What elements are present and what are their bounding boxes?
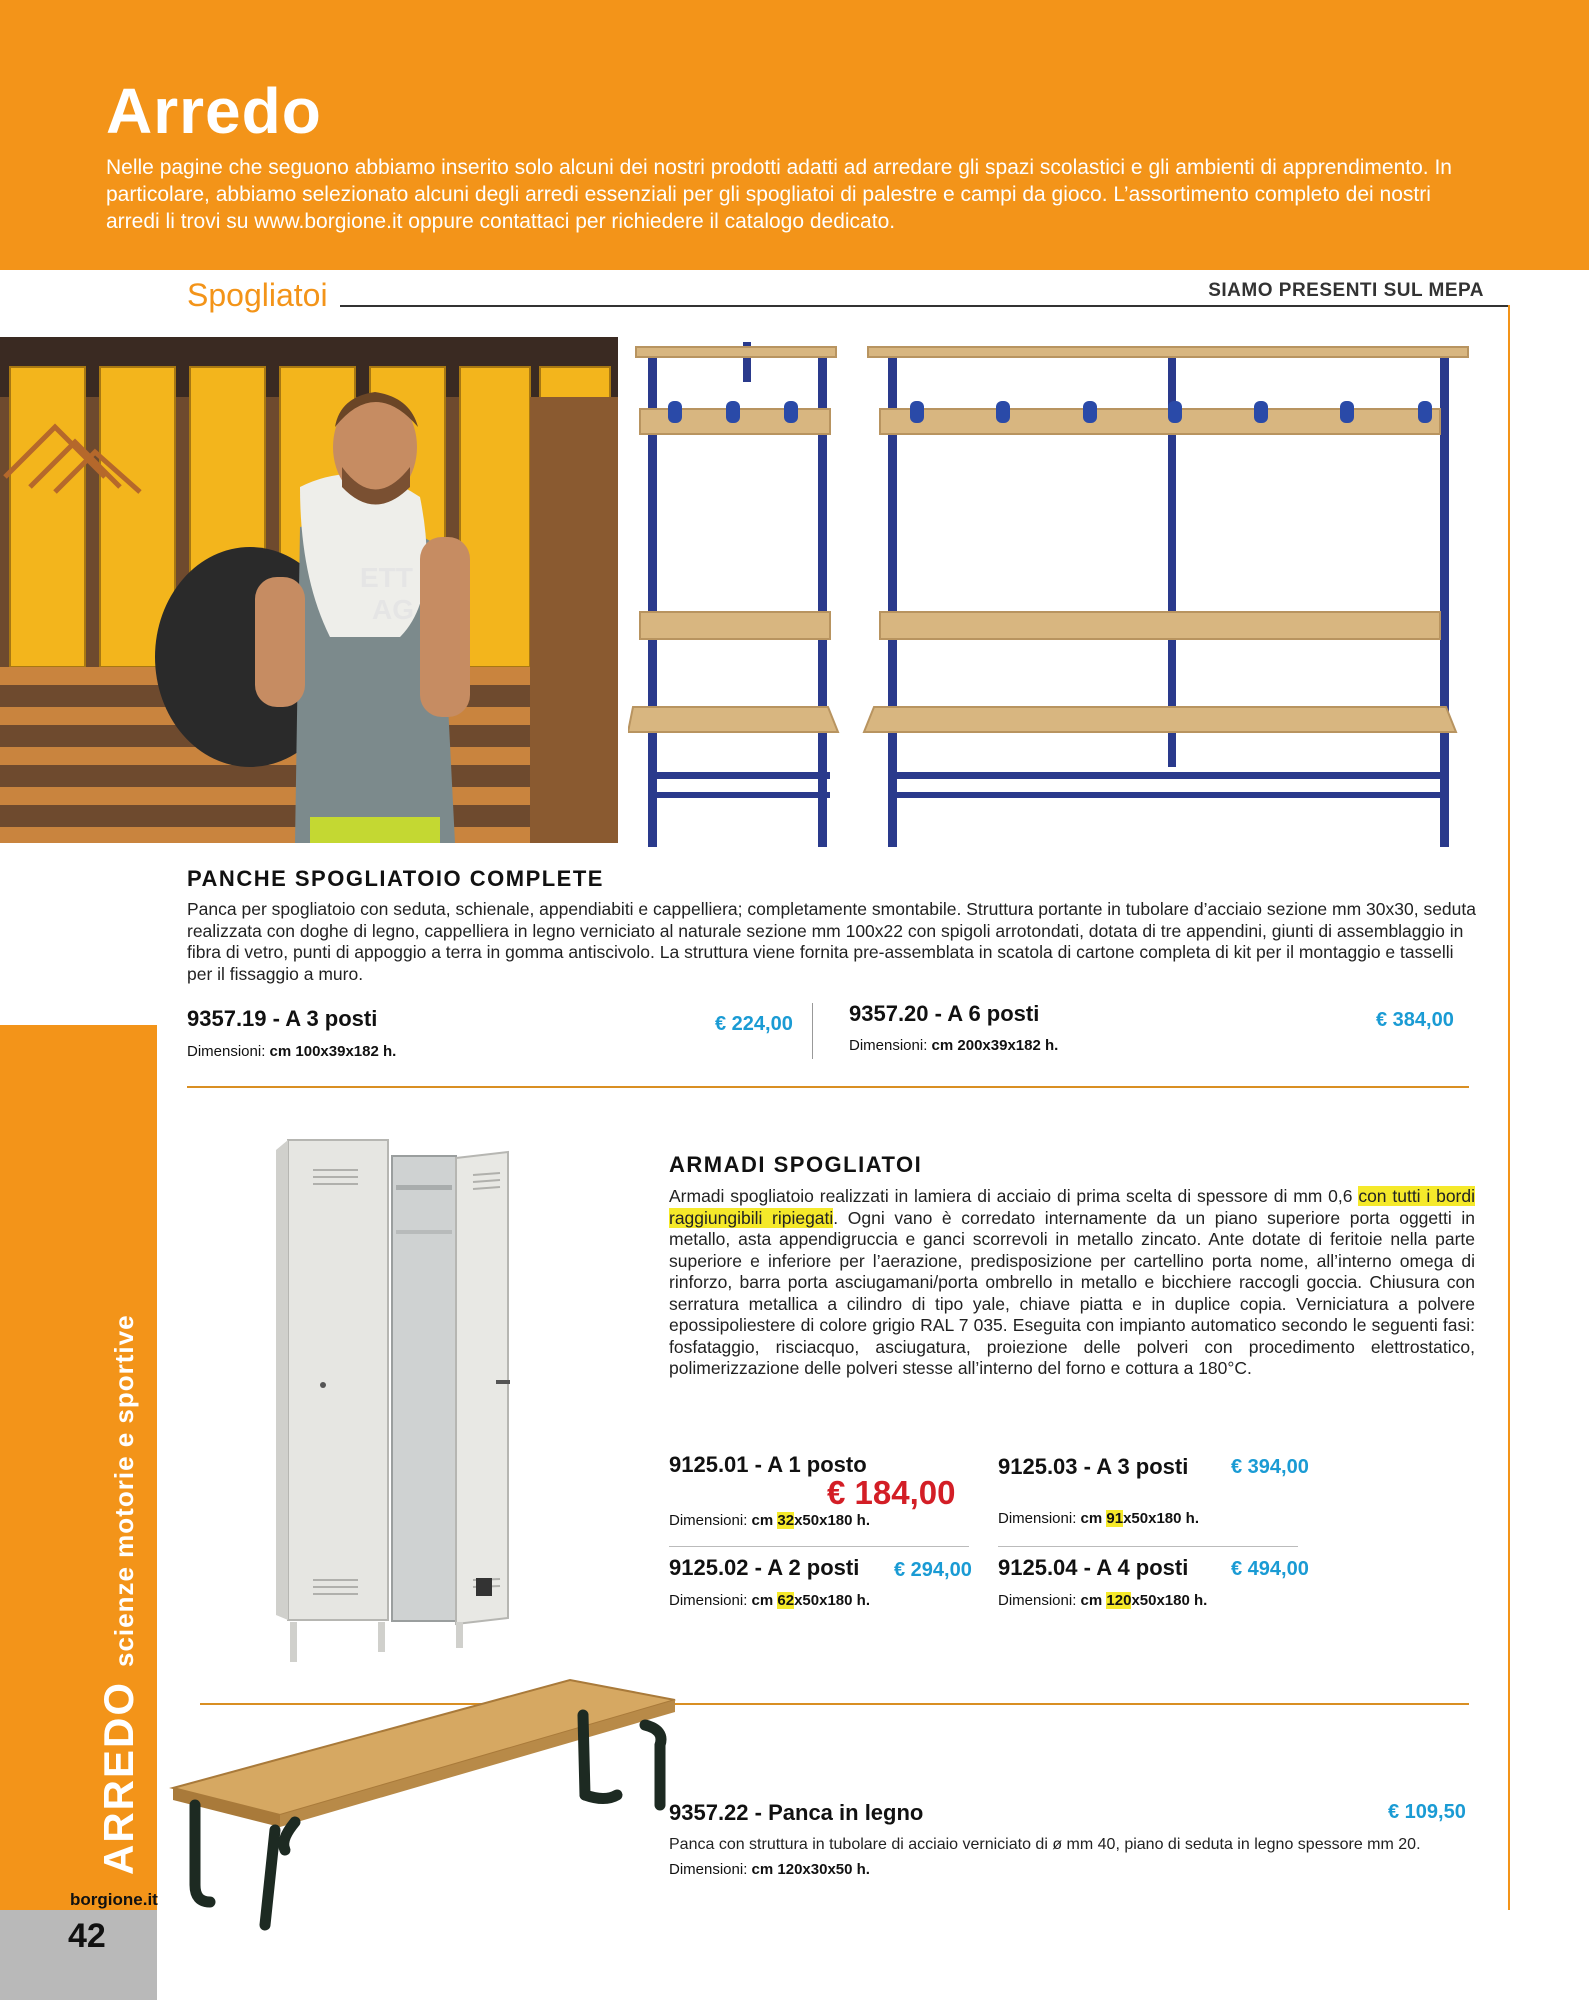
panche-item-1-code: 9357.19 - A 3 posti <box>187 1006 378 1031</box>
sidebar-category: ARREDO <box>95 1680 142 1875</box>
armadi-item-3-dimensions: Dimensioni: cm 91x50x180 h. <box>998 1510 1199 1527</box>
page-number: 42 <box>68 1917 106 1955</box>
complete-benches-image <box>628 337 1498 849</box>
panca-legno-price: € 109,50 <box>1388 1801 1466 1823</box>
panche-item-2-price: € 384,00 <box>1376 1009 1454 1031</box>
armadi-item-2-code: 9125.02 - A 2 posti <box>669 1555 860 1580</box>
armadi-description: Armadi spogliatoio realizzati in lamiera di acciaio di prima scelta di spessore di mm 0,6 con tutti i bordi raggiungibili ripiegati. Ogni vano è corredato internamente da un piano superiore porta oggetti in metallo, asta appendigruccia e ganci scorrevoli in metallo zincato. Ante dotate di feritoie nella parte superiore e inferiore per l’aerazione, predisposizione per cartellino porta nome, all’interno omega di rinforzo, barra porta asciugamani/porta ombrello in metallo e bicchiere raccogli goccia. Chiusura con serratura metallica a cilindro di tipo yale, chiave piatta e in duplice copia. Verniciatura a polvere epossipoliestere di colore grigio RAL 7 035. Eseguita con impianto automatico secondo le seguenti fasi: fosfataggio, risciacquo, asciugatura, proiezione delle polveri con procedimento elettrostatico, polimerizzazione delle polveri stesse all’interno del forno e cottura a 180°C. <box>669 1186 1476 1378</box>
panche-item-1-price: € 224,00 <box>715 1013 793 1035</box>
armadi-item-3-price: € 394,00 <box>1231 1456 1309 1478</box>
armadi-item-2-dimensions: Dimensioni: cm 62x50x180 h. <box>669 1592 870 1609</box>
panca-legno-description: Panca con struttura in tubolare di acciaio verniciato di ø mm 40, piano di seduta in legno spessore mm 20. <box>669 1836 1421 1853</box>
price-separator <box>812 1003 813 1059</box>
sidebar-category-label <box>95 1314 143 1875</box>
panca-legno-code: 9357.22 - Panca in legno <box>669 1800 924 1825</box>
shirt-text-1: ETT <box>360 562 413 593</box>
panche-item-2-code: 9357.20 - A 6 posti <box>849 1001 1040 1026</box>
shirt-text-2: AG <box>372 594 414 625</box>
panche-description: Panca per spogliatoio con seduta, schienale, appendiabiti e cappelliera; completamente smontabile. Struttura portante in tubolare d’acciaio sezione mm 30x30, seduta realizzata con doghe di legno, cappelliera in legno verniciato al naturale sezione mm 100x22 con spigoli arrotondati, dotata di tre appendini, giunti di assemblaggio in fibra di vetro, punti di appoggio a terra in gomma antiscivolo. La struttura viene fornita pre-assemblata in scatola di cartone completa di kit per il montaggio e tasselli per il fissaggio a muro. <box>187 899 1476 984</box>
sidebar-subcategory: scienze motorie e sportive <box>109 1314 139 1667</box>
locker-room-photo <box>0 337 618 843</box>
footer-site[interactable]: borgione.it <box>70 1890 158 1909</box>
locker-cabinet-image <box>268 1130 558 1680</box>
armadi-item-1-code: 9125.01 - A 1 posto <box>669 1452 867 1477</box>
page-title: Arredo <box>106 75 322 147</box>
mepa-badge: SIAMO PRESENTI SUL MEPA <box>1208 280 1484 301</box>
panca-legno-dimensions: Dimensioni: cm 120x30x50 h. <box>669 1861 870 1878</box>
armadi-item-3-code: 9125.03 - A 3 posti <box>998 1454 1189 1479</box>
item-divider <box>998 1546 1298 1547</box>
section-rule <box>340 305 1510 307</box>
intro-text: Nelle pagine che seguono abbiamo inserito solo alcuni dei nostri prodotti adatti ad arredare gli spazi scolastici e gli ambienti di apprendimento. In particolare, abbiamo selezionato alcuni degli arredi essenziali per gli spogliatoi di palestre e campi da gioco. L’assortimento completo dei nostri arredi li trovi su www.borgione.it oppure contattaci per richiedere il catalogo dedicato. <box>106 156 1452 233</box>
wooden-bench-image <box>165 1670 685 1945</box>
armadi-description-highlight: con tutti i bordi raggiungibili ripiegati <box>669 1186 1476 1228</box>
armadi-title: ARMADI SPOGLIATOI <box>669 1152 923 1177</box>
panche-item-2-dimensions: Dimensioni: cm 200x39x182 h. <box>849 1037 1059 1054</box>
section-vertical-rule <box>1508 305 1510 1910</box>
armadi-item-4-price: € 494,00 <box>1231 1558 1309 1580</box>
header-banner <box>0 0 1589 270</box>
armadi-item-1-dimensions: Dimensioni: cm 32x50x180 h. <box>669 1512 870 1529</box>
section-title: Spogliatoi <box>187 277 336 314</box>
panche-item-1-dimensions: Dimensioni: cm 100x39x182 h. <box>187 1043 397 1060</box>
section-divider <box>187 1086 1469 1088</box>
item-divider <box>669 1546 969 1547</box>
armadi-item-1-price: € 184,00 <box>827 1474 956 1511</box>
armadi-item-4-code: 9125.04 - A 4 posti <box>998 1555 1189 1580</box>
armadi-item-4-dimensions: Dimensioni: cm 120x50x180 h. <box>998 1592 1208 1609</box>
armadi-item-2-price: € 294,00 <box>894 1559 972 1581</box>
panche-title: PANCHE SPOGLIATOIO COMPLETE <box>187 866 604 891</box>
